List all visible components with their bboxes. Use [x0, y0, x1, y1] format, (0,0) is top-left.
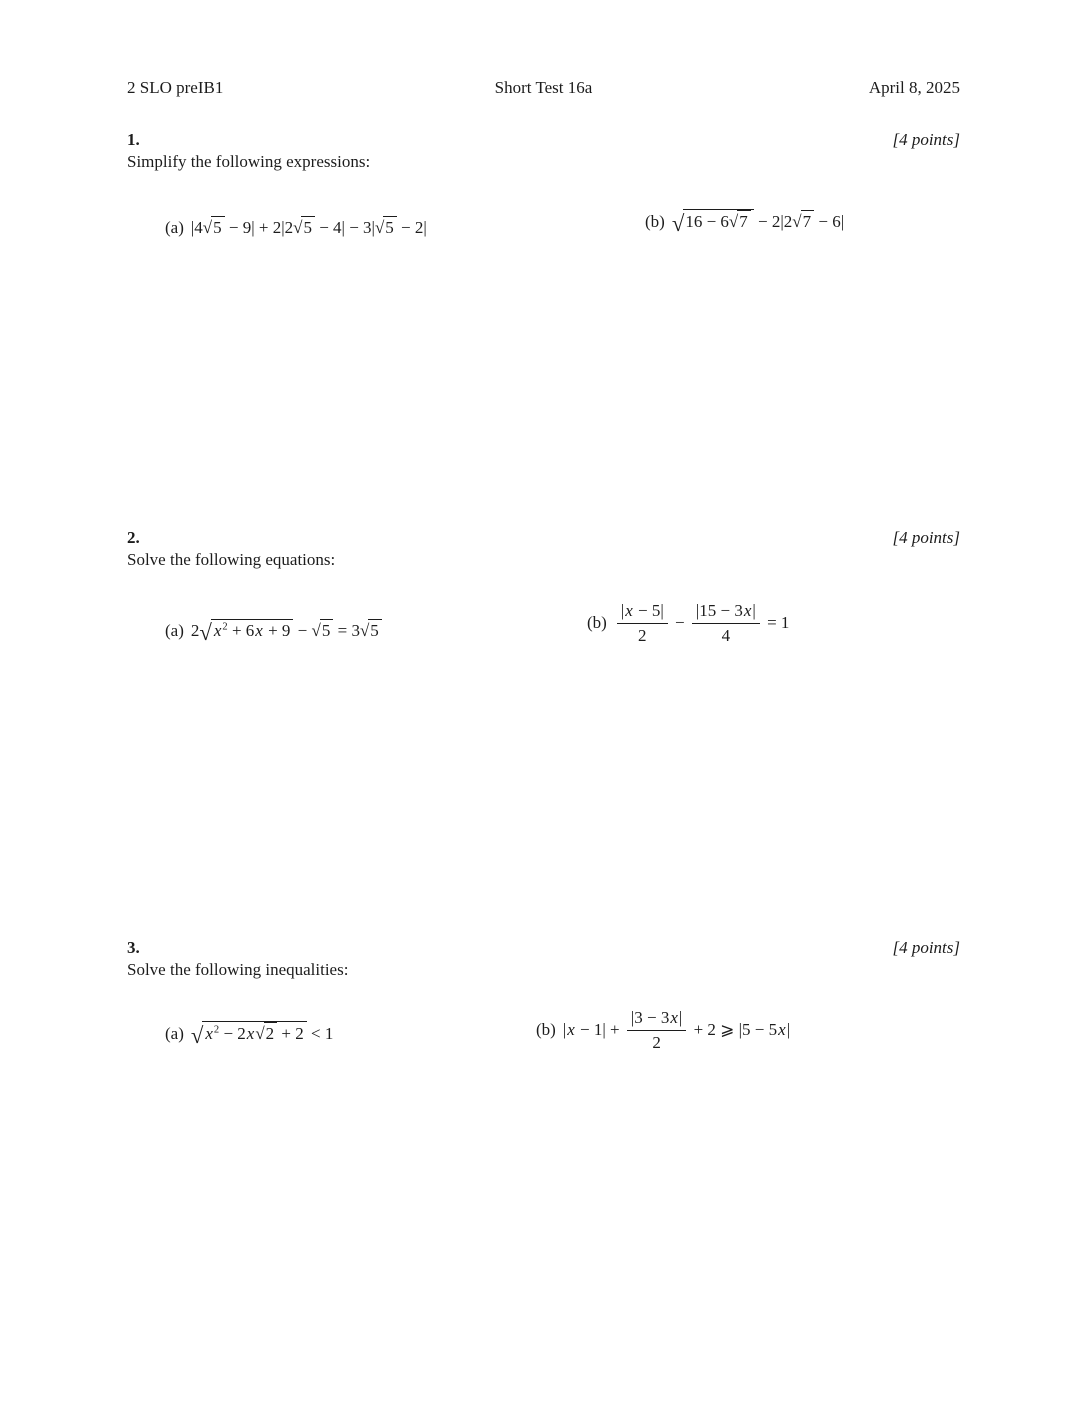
part-label: (a) [165, 621, 184, 640]
math-text: − 5| [633, 601, 664, 620]
radicand [383, 216, 397, 238]
denominator [627, 1031, 686, 1053]
math-text: 5 [370, 621, 379, 640]
math-text: = 1 [762, 612, 790, 632]
math-variable: x [778, 1019, 786, 1039]
part-label: (a) [165, 1024, 184, 1043]
math-expression [191, 218, 427, 237]
radicand [737, 210, 751, 232]
square-root [255, 1024, 277, 1043]
radical-icon: √ [311, 621, 321, 640]
radicand [301, 216, 315, 238]
question-1-heading [127, 130, 960, 150]
numerator [692, 601, 760, 624]
question-2-heading [127, 528, 960, 548]
math-text: − 9| + 2|2 [224, 218, 294, 237]
math-text: |4 [190, 218, 203, 237]
question-1-prompt: Simplify the following expressions: [127, 152, 371, 171]
fraction [692, 601, 760, 647]
math-expression [614, 601, 790, 646]
square-root [203, 218, 225, 237]
math-text: |15 − 3 [695, 601, 743, 620]
question-2-number: 2. [127, 528, 140, 547]
square-root [671, 210, 754, 236]
question-2-prompt: Solve the following equations: [127, 550, 336, 569]
radical-icon: √ [359, 621, 370, 640]
radicand [211, 619, 294, 641]
math-text: + 9 [263, 621, 291, 640]
math-text: − [670, 612, 689, 632]
document-header [127, 78, 960, 98]
question-1-points: [4 points] [892, 130, 960, 149]
fraction [627, 1008, 686, 1054]
question-3-part-a [165, 1021, 333, 1048]
math-superscript: 2 [213, 1024, 220, 1036]
square-root [360, 621, 382, 640]
math-text: + 6 [227, 621, 255, 640]
math-text: 5 [321, 621, 331, 640]
question-3-points: [4 points] [892, 938, 960, 957]
numerator [617, 601, 668, 624]
math-text: − 2| [396, 218, 427, 237]
math-expression [562, 1008, 791, 1053]
math-variable: x [670, 1008, 678, 1027]
math-text: = 3 [333, 621, 360, 640]
radicand [320, 619, 334, 641]
radical-icon: √ [190, 1022, 204, 1048]
radical-icon: √ [202, 218, 213, 237]
math-text: − 2|2 [753, 212, 793, 231]
test-date: April 8, 2025 [868, 78, 960, 97]
radical-icon: √ [255, 1024, 265, 1043]
question-2-part-b [587, 601, 789, 647]
square-root [375, 218, 397, 237]
math-variable: x [743, 601, 752, 620]
radical-icon: √ [293, 218, 303, 237]
radicand [368, 619, 382, 641]
math-text: | [562, 1019, 567, 1039]
math-text: 4 [721, 626, 731, 646]
math-text: 16 − 6 [685, 212, 729, 231]
math-variable: x [625, 601, 633, 620]
math-text: − [293, 621, 312, 640]
question-1-part-b [645, 209, 844, 236]
math-text: − 4| − 3| [314, 218, 375, 237]
question-1-part-a [165, 216, 427, 238]
square-root [312, 621, 334, 640]
radicand [264, 1022, 278, 1044]
denominator [692, 624, 760, 646]
math-text: + 2 ⩾ |5 − 5 [689, 1019, 778, 1039]
radical-icon: √ [374, 218, 385, 237]
math-text: − 1| + [575, 1019, 624, 1039]
denominator [617, 624, 668, 646]
math-text: + 2 [277, 1024, 304, 1043]
question-1-number: 1. [127, 130, 140, 149]
math-text: |3 − 3 [630, 1008, 670, 1027]
math-text: 2 [652, 1033, 661, 1053]
math-variable: x [213, 621, 222, 640]
course-label: 2 SLO preIB1 [127, 78, 224, 97]
math-superscript: 2 [222, 621, 228, 633]
square-root [190, 1022, 307, 1048]
math-text: | [786, 1019, 791, 1039]
math-text: − 6| [814, 212, 845, 231]
math-variable: x [567, 1019, 575, 1039]
math-text: 5 [303, 218, 312, 237]
radicand [211, 216, 225, 238]
square-root [792, 212, 814, 231]
radical-icon: √ [671, 210, 685, 236]
math-text: | [678, 1008, 683, 1027]
math-text: 5 [385, 218, 394, 237]
math-text: 7 [802, 212, 812, 231]
question-2-part-a [165, 619, 382, 645]
math-expression [190, 1022, 334, 1048]
question-3-part-b [536, 1008, 790, 1054]
math-text: 2 [190, 621, 200, 640]
math-text: | [752, 601, 756, 620]
fraction [617, 601, 668, 647]
math-text: 7 [739, 212, 748, 231]
radical-icon: √ [792, 212, 802, 231]
math-expression [671, 210, 845, 236]
part-label: (b) [536, 1019, 556, 1039]
square-root [199, 619, 293, 645]
math-text: − 2 [219, 1024, 246, 1043]
part-label: (a) [165, 218, 184, 237]
numerator [627, 1008, 686, 1031]
part-label: (b) [587, 612, 607, 632]
math-variable: x [246, 1024, 255, 1043]
question-3-number: 3. [127, 938, 140, 957]
math-text: 2 [638, 626, 647, 646]
math-text: 2 [265, 1024, 275, 1043]
part-label: (b) [645, 212, 665, 231]
math-variable: x [255, 621, 263, 640]
math-text: < 1 [306, 1024, 334, 1043]
math-text: | [620, 601, 625, 620]
math-text: 5 [213, 218, 222, 237]
math-expression [190, 619, 382, 645]
math-variable: x [205, 1024, 213, 1043]
square-root [293, 218, 315, 237]
question-2-points: [4 points] [892, 528, 960, 547]
radicand [202, 1021, 306, 1044]
test-title: Short Test 16a [494, 78, 593, 97]
square-root [729, 212, 751, 231]
radicand [801, 210, 815, 232]
radical-icon: √ [199, 619, 212, 645]
question-3-prompt: Solve the following inequalities: [127, 960, 349, 979]
question-3-heading [127, 938, 960, 958]
radicand [683, 209, 753, 232]
radical-icon: √ [728, 212, 739, 231]
